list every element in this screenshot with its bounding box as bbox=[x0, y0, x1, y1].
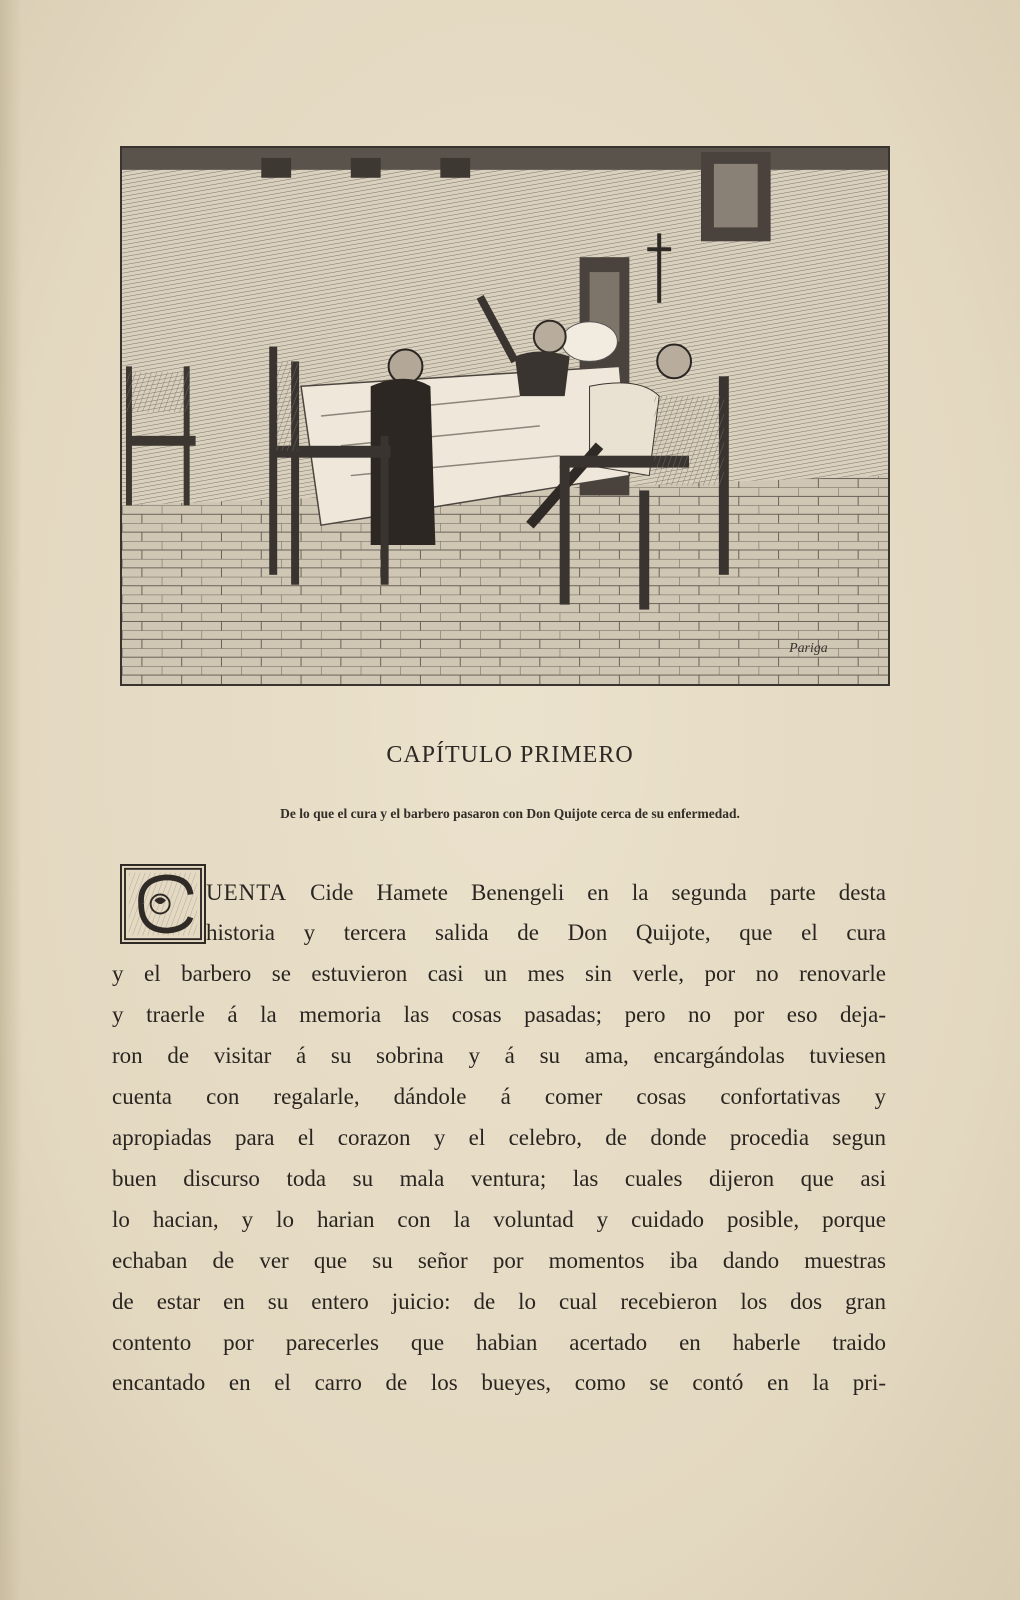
text-line-5: ron de visitar á su sobrina y á su ama, encargándolas tuviesen bbox=[112, 1043, 886, 1068]
text-line-12: contento por parecerles que habian acertado en haberle traido bbox=[112, 1330, 886, 1355]
text-line-13: encantado en el carro de los bueyes, como se contó en la pri- bbox=[112, 1370, 886, 1395]
text-line-11: de estar en su entero juicio: de lo cual recebieron los dos gran bbox=[112, 1289, 886, 1314]
text-line-3: y el barbero se estuvieron casi un mes sin verle, por no renovarle bbox=[112, 961, 886, 986]
chapter-title: CAPÍTULO PRIMERO bbox=[386, 742, 634, 768]
ornamental-drop-cap bbox=[120, 864, 206, 944]
page-gutter-shadow bbox=[0, 0, 22, 1600]
text-line-1: UENTA Cide Hamete Benengeli en la segunda parte desta bbox=[206, 880, 886, 905]
text-line-8: buen discurso toda su mala ventura; las cuales dijeron que asi bbox=[112, 1166, 886, 1191]
chapter-subtitle: De lo que el cura y el barbero pasaron con Don Quijote cerca de su enfermedad. bbox=[280, 806, 740, 821]
text-line-2: historia y tercera salida de Don Quijote, que el cura bbox=[206, 920, 886, 945]
text-line-6: cuenta con regalarle, dándole á comer cosas confortativas y bbox=[112, 1084, 886, 1109]
first-word-rest: UENTA bbox=[206, 880, 288, 905]
engraving-illustration bbox=[120, 146, 890, 686]
text-line-7: apropiadas para el corazon y el celebro, de donde procedia segun bbox=[112, 1125, 886, 1150]
text-line-4: y traerle á la memoria las cosas pasadas; pero no por eso deja- bbox=[112, 1002, 886, 1027]
text-line-9: lo hacian, y lo harian con la voluntad y cuidado posible, porque bbox=[112, 1207, 886, 1232]
text-line-10: echaban de ver que su señor por momentos iba dando muestras bbox=[112, 1248, 886, 1273]
illustration-signature: Pariga bbox=[789, 641, 828, 657]
